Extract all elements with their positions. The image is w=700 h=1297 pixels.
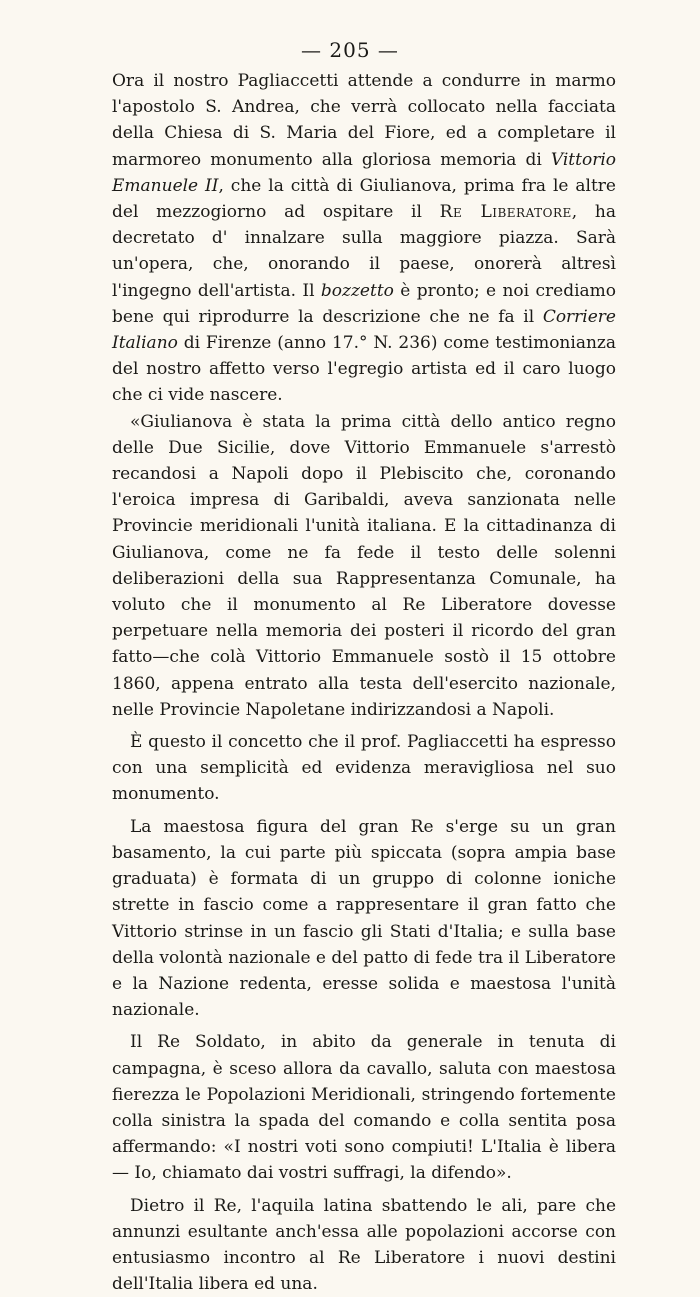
paragraph	[112, 729, 616, 808]
italic-text: bozzetto	[320, 280, 394, 301]
body-text	[112, 68, 616, 1297]
italic-text: Corriere Italiano	[112, 306, 616, 354]
text-run: Dietro il Re, l'aquila latina sbattendo le ali, pare che annunzi esultante anch'essa alle popolazioni accorse con entusiasmo incontro al Re Liberatore i nuovi destini dell'Italia libera ed una.	[112, 1195, 616, 1295]
text-run: , ha decretato d' innalzare sulla maggiore piazza. Sarà un'opera, che, onorando il paese, onorerà altresì l'ingegno dell'artista. Il	[112, 202, 616, 301]
paragraph	[112, 409, 616, 723]
text-run: Il Re Soldato, in abito da generale in tenuta di campagna, è sceso allora da cavallo, saluta con maestosa fierezza le Popolazioni Meridionali, stringendo fortemente colla sinistra la spada del comando e colla sentita posa affermando: «I nostri voti sono compiuti! L'Italia è libera — Io, chiamato dai vostri suffragi, la difendo».	[112, 1032, 616, 1184]
text-run: , che la città di Giulianova, prima fra le altre del mezzogiorno ad ospitare il	[112, 175, 616, 223]
paragraph	[112, 814, 616, 1024]
paragraph	[112, 1029, 616, 1186]
text-run: È questo il concetto che il prof. Pagliaccetti ha espresso con una semplicità ed evidenza meravigliosa nel suo monumento.	[112, 732, 616, 805]
paragraph	[112, 1193, 616, 1297]
paragraph	[112, 68, 616, 409]
text-run: Ora il nostro Pagliaccetti attende a condurre in marmo l'apostolo S. Andrea, che verrà collocato nella facciata della Chiesa di S. Maria del Fiore, ed a completare il marmoreo monumento alla gloriosa memoria di	[112, 71, 616, 170]
text-run: La maestosa figura del gran Re s'erge su un gran basamento, la cui parte più spiccata (sopra ampia base graduata) è formata di un gruppo di colonne ioniche strette in fascio come a rappresentare il gran fatto che Vittorio strinse in un fascio gli Stati d'Italia; e sulla base della volontà nazionale e del patto di fede tra il Liberatore e la Nazione redenta, eresse solida e maestosa l'unità nazionale.	[112, 816, 616, 1021]
text-run: «Giulianova è stata la prima città dello antico regno delle Due Sicilie, dove Vittorio Emmanuele s'arrestò recandosi a Napoli dopo il Plebiscito che, coronando l'eroica impresa di Garibaldi, aveva sanzionata nelle Provincie meridionali l'unità italiana. E la cittadinanza di Giulianova, come ne fa fede il testo delle solenni deliberazioni della sua Rappresentanza Comunale, ha voluto che il monumento al Re Liberatore dovesse perpetuare nella memoria dei posteri il ricordo del gran fatto—che colà Vittorio Emmanuele sostò il 15 ottobre 1860, appena entrato alla testa dell'esercito nazionale, nelle Provincie Napoletane indirizzandosi a Napoli.	[112, 411, 616, 720]
text-run: è pronto; e noi crediamo bene qui riprodurre la descrizione che ne fa il	[112, 280, 616, 327]
italic-text: Vittorio Emanuele II	[112, 149, 616, 196]
text-run: di Firenze (anno 17.° N. 236) come testimonianza del nostro affetto verso l'egregio artista ed il caro luogo che ci vide nascere.	[112, 333, 616, 406]
page-number: — 205 —	[301, 38, 399, 62]
small-caps-text: Re Liberatore	[439, 202, 572, 223]
